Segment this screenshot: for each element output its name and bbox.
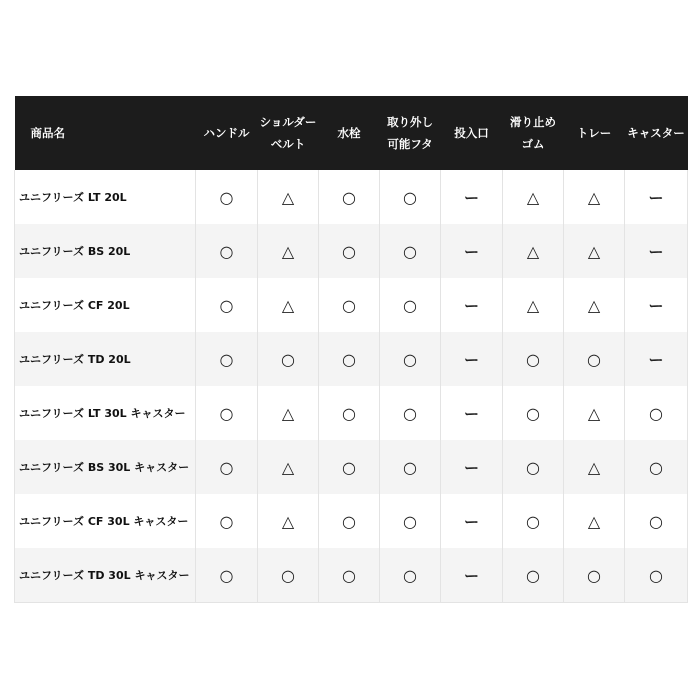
value-cell — [319, 224, 380, 278]
availability-symbol: ○ — [281, 349, 295, 369]
availability-symbol: ー — [463, 512, 479, 531]
value-cell — [564, 278, 625, 332]
value-cell — [319, 278, 380, 332]
header-faucet — [319, 96, 380, 170]
table-row — [15, 440, 688, 494]
availability-symbol: ○ — [587, 349, 601, 369]
value-cell — [441, 440, 503, 494]
availability-symbol: ○ — [403, 187, 417, 207]
header-handle-label: ハンドル — [203, 126, 250, 140]
table-header — [15, 96, 688, 170]
value-cell — [380, 332, 441, 386]
header-handle — [196, 96, 258, 170]
value-cell — [196, 278, 258, 332]
availability-symbol: △ — [281, 511, 295, 531]
availability-symbol: △ — [587, 457, 601, 477]
value-cell — [380, 386, 441, 440]
feature-comparison-table — [14, 96, 688, 603]
table-row — [15, 386, 688, 440]
availability-symbol: ー — [648, 350, 664, 369]
availability-symbol: ー — [463, 404, 479, 423]
value-cell — [380, 278, 441, 332]
availability-symbol: ○ — [342, 241, 356, 261]
value-cell — [503, 332, 564, 386]
availability-symbol: ○ — [403, 295, 417, 315]
availability-symbol: ○ — [526, 457, 540, 477]
availability-symbol: ○ — [219, 349, 234, 369]
table-row — [15, 224, 688, 278]
availability-symbol: ○ — [342, 349, 356, 369]
availability-symbol: ○ — [649, 403, 663, 423]
availability-symbol: ○ — [403, 457, 417, 477]
value-cell — [380, 494, 441, 548]
value-cell — [380, 440, 441, 494]
availability-symbol: ー — [648, 296, 664, 315]
availability-symbol: ○ — [219, 187, 234, 207]
header-shoulder-belt-line1: ショルダー — [259, 115, 317, 129]
availability-symbol: △ — [587, 241, 601, 261]
availability-symbol: ○ — [403, 565, 417, 585]
value-cell — [503, 440, 564, 494]
header-non-slip-rubber-line1: 滑り止め — [510, 115, 556, 129]
availability-symbol: △ — [281, 241, 295, 261]
availability-symbol: ○ — [526, 403, 540, 423]
value-cell — [564, 548, 625, 603]
header-casters-label: キャスター — [627, 126, 685, 140]
availability-symbol: △ — [281, 457, 295, 477]
product-name-cell: ユニフリーズ LT 20L — [15, 170, 196, 224]
availability-symbol: ー — [463, 296, 479, 315]
table-row — [15, 332, 688, 386]
value-cell — [319, 548, 380, 603]
value-cell — [625, 440, 688, 494]
value-cell — [625, 224, 688, 278]
header-removable-lid-line1: 取り外し — [387, 115, 433, 129]
product-name-cell: ユニフリーズ BS 20L — [15, 224, 196, 278]
header-non-slip-rubber — [503, 96, 564, 170]
value-cell — [258, 548, 319, 603]
header-removable-lid-line2: 可能フタ — [387, 137, 433, 151]
table-row — [15, 278, 688, 332]
product-name-cell: ユニフリーズ LT 30L キャスター — [15, 386, 196, 440]
value-cell — [258, 170, 319, 224]
value-cell — [564, 386, 625, 440]
header-inlet-label: 投入口 — [454, 126, 489, 140]
availability-symbol: ○ — [342, 403, 356, 423]
value-cell — [196, 332, 258, 386]
value-cell — [196, 386, 258, 440]
table-row — [15, 548, 688, 603]
header-tray-label: トレー — [576, 126, 612, 140]
availability-symbol: ○ — [526, 349, 540, 369]
table-row — [15, 494, 688, 548]
availability-symbol: ○ — [649, 565, 663, 585]
value-cell — [503, 386, 564, 440]
availability-symbol: ○ — [219, 295, 234, 315]
product-name-cell: ユニフリーズ BS 30L キャスター — [15, 440, 196, 494]
value-cell — [258, 278, 319, 332]
availability-symbol: ー — [463, 350, 479, 369]
value-cell — [258, 332, 319, 386]
availability-symbol: ○ — [403, 403, 417, 423]
availability-symbol: △ — [281, 403, 295, 423]
value-cell — [380, 224, 441, 278]
availability-symbol: ○ — [219, 457, 234, 477]
value-cell — [441, 386, 503, 440]
value-cell — [196, 224, 258, 278]
header-inlet — [441, 96, 503, 170]
value-cell — [319, 332, 380, 386]
availability-symbol: ー — [463, 188, 479, 207]
value-cell — [625, 494, 688, 548]
value-cell — [258, 494, 319, 548]
header-shoulder-belt-line2: ベルト — [270, 137, 306, 151]
availability-symbol: △ — [526, 241, 540, 261]
value-cell — [564, 170, 625, 224]
value-cell — [196, 548, 258, 603]
value-cell — [196, 440, 258, 494]
availability-symbol: △ — [587, 295, 601, 315]
value-cell — [503, 278, 564, 332]
availability-symbol: ○ — [342, 457, 356, 477]
product-name-cell: ユニフリーズ TD 20L — [15, 332, 196, 386]
availability-symbol: ○ — [649, 511, 663, 531]
value-cell — [564, 440, 625, 494]
header-tray — [564, 96, 625, 170]
value-cell — [625, 278, 688, 332]
value-cell — [625, 170, 688, 224]
availability-symbol: △ — [281, 295, 295, 315]
product-name-cell: ユニフリーズ CF 30L キャスター — [15, 494, 196, 548]
header-shoulder-belt — [258, 96, 319, 170]
availability-symbol: ○ — [342, 565, 356, 585]
availability-symbol: ○ — [403, 349, 417, 369]
header-casters — [625, 96, 688, 170]
value-cell — [441, 224, 503, 278]
availability-symbol: ○ — [526, 511, 540, 531]
availability-symbol: ○ — [281, 565, 295, 585]
value-cell — [503, 548, 564, 603]
availability-symbol: ○ — [219, 241, 234, 261]
availability-symbol: △ — [281, 187, 295, 207]
value-cell — [625, 386, 688, 440]
availability-symbol: ー — [648, 188, 664, 207]
value-cell — [319, 494, 380, 548]
availability-symbol: ○ — [587, 565, 601, 585]
availability-symbol: ○ — [526, 565, 540, 585]
value-cell — [564, 332, 625, 386]
value-cell — [258, 224, 319, 278]
availability-symbol: △ — [587, 511, 601, 531]
product-name-cell: ユニフリーズ TD 30L キャスター — [15, 548, 196, 603]
availability-symbol: △ — [587, 187, 601, 207]
availability-symbol: ○ — [342, 511, 356, 531]
value-cell — [196, 494, 258, 548]
value-cell — [441, 332, 503, 386]
availability-symbol: ー — [648, 242, 664, 261]
availability-symbol: ○ — [403, 511, 417, 531]
value-cell — [319, 170, 380, 224]
value-cell — [503, 494, 564, 548]
value-cell — [319, 440, 380, 494]
availability-symbol: ○ — [219, 403, 234, 423]
value-cell — [625, 332, 688, 386]
header-row — [15, 96, 688, 170]
value-cell — [258, 440, 319, 494]
table-row — [15, 170, 688, 224]
header-non-slip-rubber-line2: ゴム — [521, 137, 545, 151]
availability-symbol: ○ — [219, 511, 234, 531]
product-name-cell: ユニフリーズ CF 20L — [15, 278, 196, 332]
availability-symbol: ○ — [342, 295, 356, 315]
value-cell — [441, 278, 503, 332]
header-removable-lid — [380, 96, 441, 170]
value-cell — [564, 224, 625, 278]
availability-symbol: ○ — [403, 241, 417, 261]
value-cell — [503, 224, 564, 278]
table-body — [15, 170, 688, 603]
availability-symbol: △ — [526, 295, 540, 315]
availability-symbol: ○ — [219, 565, 234, 585]
availability-symbol: △ — [526, 187, 540, 207]
value-cell — [380, 548, 441, 603]
value-cell — [625, 548, 688, 603]
value-cell — [319, 386, 380, 440]
header-product-name: 商品名 — [15, 96, 196, 170]
header-faucet-label: 水栓 — [337, 126, 361, 140]
value-cell — [380, 170, 441, 224]
availability-symbol: ○ — [649, 457, 663, 477]
value-cell — [564, 494, 625, 548]
value-cell — [441, 494, 503, 548]
value-cell — [441, 170, 503, 224]
availability-symbol: ー — [463, 458, 479, 477]
availability-symbol: ー — [463, 566, 479, 585]
value-cell — [503, 170, 564, 224]
value-cell — [441, 548, 503, 603]
value-cell — [258, 386, 319, 440]
value-cell — [196, 170, 258, 224]
availability-symbol: ー — [463, 242, 479, 261]
availability-symbol: △ — [587, 403, 601, 423]
availability-symbol: ○ — [342, 187, 356, 207]
